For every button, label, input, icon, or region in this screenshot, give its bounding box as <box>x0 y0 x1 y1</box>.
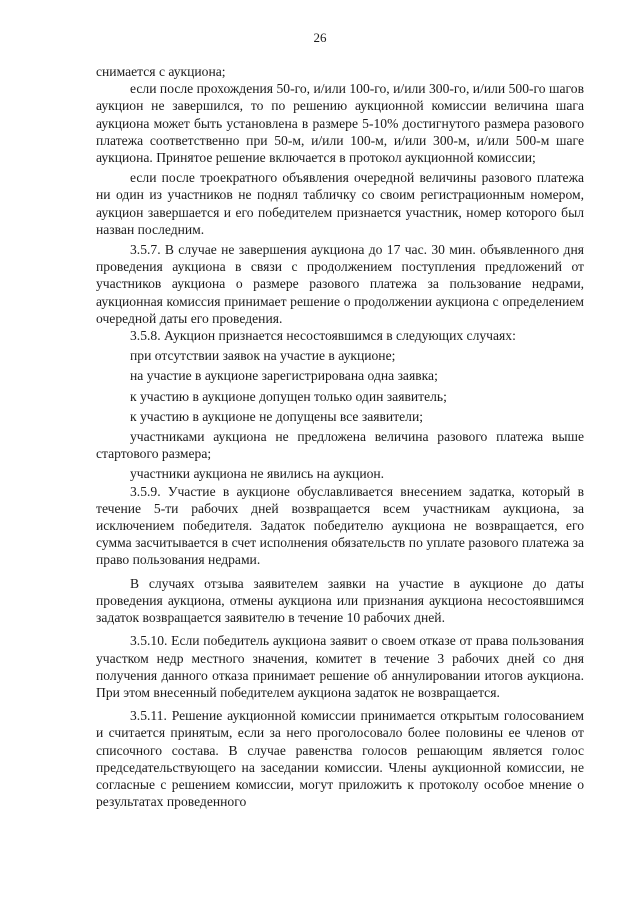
paragraph: 3.5.11. Решение аукционной комиссии принимается открытым голосованием и считается принятым, если за него проголосовало более половины ее членов от списочного состава. В случае равенства голосов решающим является голос председательствующего на заседании комиссии. Члены аукционной комиссии, не согласные с решением комиссии, могут приложить к протоколу особое мнение о результатах проведенного <box>96 708 584 810</box>
list-item: участниками аукциона не предложена величина разового платежа выше стартового размера; <box>96 429 584 462</box>
list-item: при отсутствии заявок на участие в аукционе; <box>130 348 396 364</box>
paragraph: В случаях отзыва заявителем заявки на участие в аукционе до даты проведения аукциона, отмены аукциона или признания аукциона несостоявшимся задаток возвращается заявителю в течение 10 рабочих дней. <box>96 575 584 626</box>
paragraph: 3.5.10. Если победитель аукциона заявит о своем отказе от права пользования участком недр местного значения, комитет в течение 3 рабочих дней со дня получения данного отказа принимает решение об аннулировании итогов аукциона. При этом внесенный победителем аукциона задаток не возвращается. <box>96 633 584 700</box>
list-item: к участию в аукционе допущен только один заявитель; <box>130 388 447 404</box>
page-number: 26 <box>313 30 327 45</box>
list-item: к участию в аукционе не допущены все заявители; <box>130 408 424 424</box>
list-item: участники аукциона не явились на аукцион. <box>130 466 385 482</box>
paragraph: 3.5.9. Участие в аукционе обуславливается внесением задатка, который в течение 5-ти рабочих дней возвращается всем участникам аукциона, за исключением победителя. Задаток победителю аукциона не возвращается, его сумма засчитывается в счет исполнения обязательств по уплате разового платежа за право пользования недрами. <box>96 483 584 568</box>
list-item: на участие в аукционе зарегистрирована одна заявка; <box>130 368 438 384</box>
paragraph: 3.5.7. В случае не завершения аукциона до 17 час. 30 мин. объявленного дня проведения аукциона в связи с продолжением поступления предложений от участников аукциона о размере разового платежа за пользование недрами, аукционная комиссия принимает решение о продолжении аукциона с определением очередной даты его проведения. <box>96 242 584 326</box>
paragraph: 3.5.8. Аукцион признается несостоявшимся в следующих случаях: <box>130 328 516 344</box>
paragraph: если после прохождения 50-го, и/или 100-го, и/или 300-го, и/или 500-го шагов аукцион не завершился, то по решению аукционной комиссии величина шага аукциона может быть установлена в размере 5-10% достигнутого размера разового платежа соответственно при 50-м, и/или 100-м, и/или 300-м, и/или 500-м шаге аукциона. Принятое решение включается в протокол аукционной комиссии; <box>96 81 584 166</box>
paragraph: снимается с аукциона; <box>96 64 226 79</box>
paragraph: если после троекратного объявления очередной величины разового платежа ни один из участников не поднял табличку со своим регистрационным номером, аукцион завершается и его победителем признается участник, номер которого был назван последним. <box>96 170 584 237</box>
document-body <box>96 63 584 810</box>
